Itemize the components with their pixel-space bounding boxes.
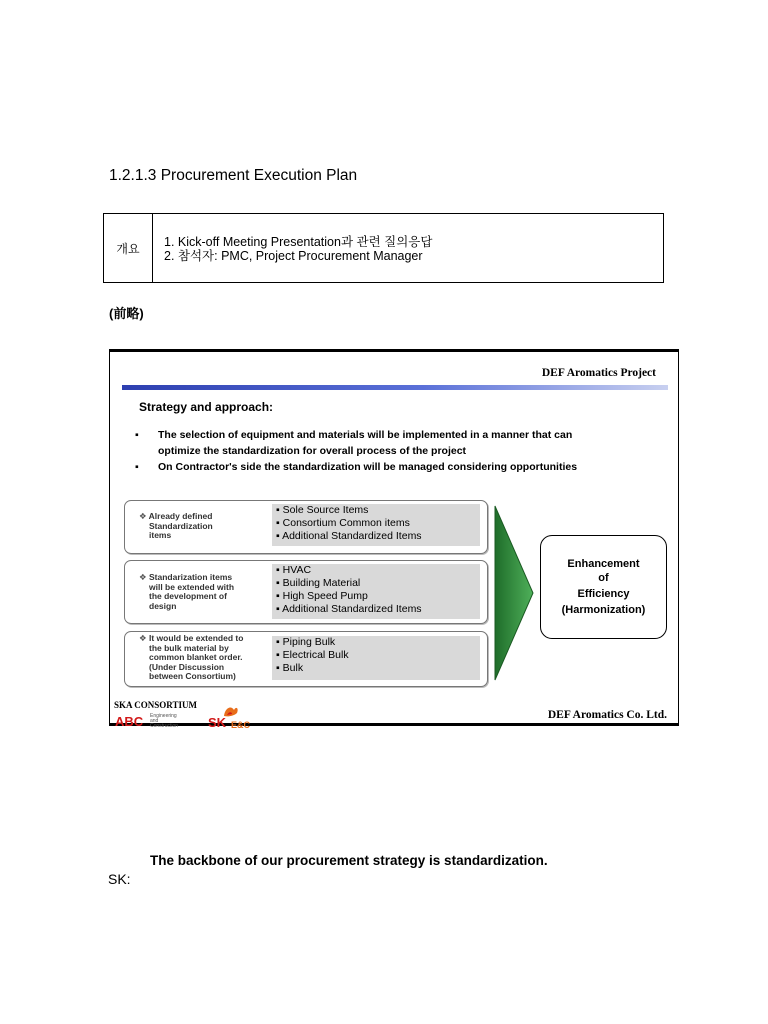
abc-sub-line: Construction	[150, 723, 179, 729]
group-label	[139, 573, 234, 611]
group-items	[272, 636, 480, 680]
group-label-line: (Under Discussion	[149, 661, 225, 672]
group-item: ▪ Bulk	[276, 662, 480, 675]
abc-logo-subtitle	[150, 714, 178, 729]
summary-list	[164, 235, 432, 263]
standardization-group-2	[124, 560, 488, 624]
omitted-note: (前略)	[109, 306, 144, 321]
result-line: of	[598, 572, 609, 584]
strategy-heading: Strategy and approach:	[139, 400, 274, 414]
enhancement-box	[540, 535, 667, 639]
flow-arrow-icon	[493, 504, 535, 682]
bullet-continuation: optimize the standardization for overall process of the project	[158, 445, 467, 457]
group-label-line: the development of	[149, 591, 227, 601]
group-item: ▪ Electrical Bulk	[276, 649, 480, 662]
embedded-slide	[109, 349, 679, 730]
standardization-group-3	[124, 631, 488, 687]
consortium-name: SKA CONSORTIUM	[114, 700, 197, 710]
result-line: (Harmonization)	[561, 604, 646, 616]
summary-label: 개요	[104, 214, 153, 282]
group-item: ▪ Additional Standardized Items	[276, 603, 480, 616]
group-label-line: the bulk material by	[149, 642, 229, 653]
group-label-line: will be extended with	[149, 581, 235, 592]
standardization-group-1	[124, 500, 488, 554]
sk-logo-subtitle: E&C	[231, 720, 251, 730]
bullet-line: ▪ On Contractor's side the standardization will be managed considering opportunities	[134, 459, 577, 475]
result-line: Efficiency	[577, 588, 630, 600]
diamond-bullet-icon: ❖	[139, 572, 149, 582]
summary-item: 2. 참석자: PMC, Project Procurement Manager	[164, 249, 423, 263]
group-label-line: Standarization items	[148, 572, 233, 582]
company-name: DEF Aromatics Co. Ltd.	[547, 709, 667, 721]
slide-title-rule	[122, 385, 668, 390]
group-item: ▪ Consortium Common items	[276, 517, 480, 530]
summary-table	[103, 213, 664, 283]
group-item: ▪ Piping Bulk	[276, 636, 480, 649]
group-label	[139, 512, 213, 541]
abc-logo: ABC	[115, 714, 144, 729]
strategy-bullets	[134, 427, 577, 475]
backbone-statement: The backbone of our procurement strategy is standardization.	[150, 853, 548, 868]
group-item: ▪ HVAC	[276, 564, 480, 577]
group-label-line: between Consortium)	[149, 671, 236, 681]
group-item: ▪ Building Material	[276, 577, 480, 590]
group-label-line: items	[149, 530, 172, 540]
abc-sub-line: Engineering	[150, 713, 177, 719]
summary-item: 1. Kick-off Meeting Presentation과 관련 질의응답	[164, 235, 433, 249]
sk-logo: SK	[208, 715, 227, 730]
slide-title: DEF Aromatics Project	[541, 367, 656, 379]
logo-row	[114, 713, 264, 735]
group-items	[272, 504, 480, 546]
group-item: ▪ Additional Standardized Items	[276, 530, 480, 543]
section-heading: 1.2.1.3 Procurement Execution Plan	[109, 167, 358, 184]
result-line: Enhancement	[567, 558, 640, 570]
abc-sub-line: and	[150, 718, 159, 724]
group-label-line: design	[149, 600, 177, 611]
group-items	[272, 564, 480, 619]
bullet-line: ▪ The selection of equipment and materials will be implemented in a manner that can	[134, 427, 577, 443]
group-label-line: It would be extended to	[148, 633, 244, 643]
group-label-line: common blanket order.	[149, 652, 243, 662]
diamond-bullet-icon: ❖	[139, 633, 149, 643]
diamond-bullet-icon: ❖	[139, 511, 149, 521]
consortium-logos	[114, 700, 251, 730]
group-item: ▪ High Speed Pump	[276, 590, 480, 603]
group-label	[139, 634, 243, 682]
group-item: ▪ Sole Source Items	[276, 504, 480, 517]
group-label-line: Already defined	[148, 511, 213, 521]
sk-comment-label: SK:	[108, 871, 131, 887]
group-label-line: Standardization	[149, 520, 213, 531]
